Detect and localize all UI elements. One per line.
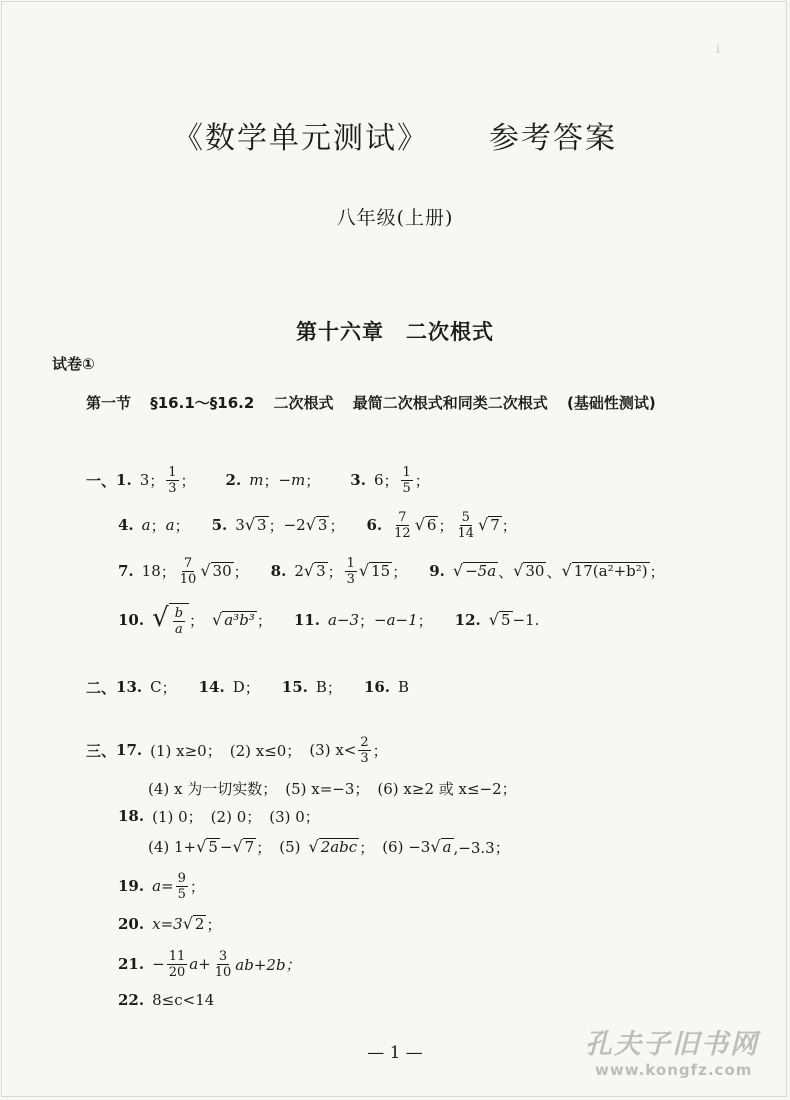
q-number: 20. [118,915,145,933]
paper-label: 试卷① [52,355,95,373]
radicand: 17(a²+b²) [573,562,648,580]
radicand: 30 [525,562,545,580]
separator: ； [150,516,166,535]
numerator: 7 [183,555,193,571]
radicand: 5 [208,838,218,856]
separator: ； [417,611,433,630]
radical-sign: √ [232,837,243,856]
fraction [401,465,413,496]
separator: ； [326,678,342,697]
radical-sign: √ [212,610,223,629]
answer-value: a [141,516,151,534]
radicand: 15 [371,562,391,580]
section-range: §16.1～§16.2 [150,394,255,412]
radical-sign: √ [478,515,489,534]
chapter-label: 第十六章 [296,319,384,344]
separator: ； [174,516,190,535]
denominator: 14 [457,525,475,541]
operator: − [219,838,233,856]
operator: − [152,955,165,973]
separator: ； [206,915,222,934]
sqrt-expression [196,838,220,856]
denominator: 5 [177,886,186,902]
fraction [455,510,476,541]
answer-value: −a−1 [374,611,418,629]
answer-line [118,980,214,1020]
section-topic1: 二次根式 [273,394,334,412]
part1-label: 一、 [86,471,117,490]
sqrt-expression [415,516,439,534]
sqrt-expression [489,611,513,629]
title-answers: 参考答案 [489,121,617,156]
denominator: 5 [402,480,411,496]
separator: ； [392,562,408,581]
separator: ； [327,562,343,581]
numerator: 5 [461,509,470,525]
numerator: 9 [177,870,186,886]
answer-line [118,505,517,545]
sqrt-expression [304,562,328,580]
q-number: 4. [118,516,134,534]
radicand-fraction [169,603,189,637]
q-number: 15. [281,678,308,696]
radicand: 3 [317,516,328,534]
answer-value: x=3 [152,915,183,933]
denominator: a [174,622,183,637]
part2-label: 二、 [86,678,117,697]
radicand: a [442,838,452,856]
watermark [585,1022,775,1092]
answer-value: 3 [139,471,150,489]
section-heading [86,392,670,413]
answer-value: ab+2b； [235,955,301,974]
q-number: 5. [211,516,228,534]
radicand: a³b³ [224,611,255,629]
q-number: 9. [429,562,445,580]
q-number: 17. [116,741,143,759]
coefficient: −2 [283,516,306,534]
separator: ； [268,516,284,535]
separator: ； [649,562,665,581]
denominator: 12 [394,525,411,541]
answer-value: (3) x< [309,741,357,759]
radical-sign: √ [244,515,256,534]
numerator: 11 [168,948,186,964]
sqrt-expression [232,838,256,856]
radicand: 30 [212,562,232,580]
separator: ； [233,562,249,581]
radicand: −5a [465,562,497,580]
denominator: 10 [214,964,232,980]
fraction [173,606,185,637]
sqrt-expression [308,838,359,856]
q-number: 18. [118,807,145,825]
radical-sign: √ [200,561,211,580]
fraction [178,556,199,587]
sqrt-expression [561,562,649,580]
answer-value: (3) 0； [269,807,320,826]
q-number: 7. [118,562,134,580]
answer-value: 8≤c<14 [152,991,215,1009]
radical-sign: √ [196,837,207,856]
answer-line [86,460,430,500]
denominator: 3 [346,571,355,587]
q-number: 13. [116,678,143,696]
radical-sign: √ [414,515,425,534]
grade-subtitle: 八年级(上册) [336,207,454,229]
radical-sign: √ [358,561,370,580]
watermark-logo: 孔夫子旧书网 [585,1029,759,1060]
radical-sign: √ [308,837,319,856]
answer-value: a+ [189,955,211,973]
answer-value: (4) 1+ [148,838,197,856]
separator: ； [305,471,321,490]
numerator: 7 [398,509,407,525]
answer-value: (6) −3 [382,838,431,856]
sqrt-expression [212,611,257,629]
coefficient: 3 [235,516,245,534]
answer-value: (6) x≥2 或 x≤−2； [377,779,517,798]
q-number: 6. [366,516,383,534]
radical-sign: √ [305,515,316,534]
separator: ； [438,516,454,535]
radicand: 2 [194,915,205,933]
separator: ； [180,471,196,490]
q-number: 3. [350,471,366,489]
sqrt-expression [245,516,269,534]
answer-value: B [398,678,410,696]
answer-line [118,600,539,640]
radicand: 2abc [320,838,358,856]
radical-sign: √ [488,610,499,629]
radical-sign: √ [152,603,169,633]
answer-value: (4) x 为一切实数； [148,779,278,798]
fraction [176,871,188,902]
answer-value: (1) 0； [152,807,203,826]
sqrt-expression [359,562,392,580]
separator: ； [189,611,205,630]
section-type: (基础性测试) [567,394,656,412]
separator: ； [149,471,165,490]
numerator: 2 [360,734,369,750]
answer-value: a−3 [327,611,359,629]
denominator: 3 [168,480,177,496]
sqrt-expression [306,516,330,534]
chapter-name: 二次根式 [406,319,494,344]
radicand: 5 [500,611,511,629]
denominator: 20 [168,964,186,980]
numerator: 1 [168,464,177,480]
q-number: 1. [116,471,132,489]
radicand: 6 [426,516,437,534]
q-number: 22. [118,991,145,1009]
answer-value: B [315,678,327,696]
radical-sign: √ [513,561,524,580]
q-number: 14. [198,678,225,696]
fraction [345,556,357,587]
radical-sign: √ [303,561,315,580]
separator: ； [161,678,177,697]
answer-tail: −1. [512,611,540,629]
ghost-mark: ⅰ [716,42,720,56]
answer-value: (5) x=−3； [285,779,370,798]
answer-value: m [249,471,264,489]
answer-line [86,730,388,770]
numerator: 1 [346,555,355,571]
sqrt-expression [200,562,233,580]
separator: ； [160,562,176,581]
radical-sign: √ [182,914,193,933]
separator: ； [359,838,375,857]
radicand: 7 [244,838,255,856]
answer-value: a [165,516,175,534]
answer-line [118,904,221,944]
answer-value: 6 [373,471,384,489]
sqrt-expression [513,562,546,580]
q-number: 8. [270,562,287,580]
answer-value: (1) x≥0； [150,741,222,760]
q-number: 11. [293,611,320,629]
sqrt-expression [453,562,498,580]
answer-line [118,944,301,984]
separator: ； [359,611,375,630]
answer-value: 18 [141,562,161,580]
section-name: 第一节 [86,394,132,412]
separator: ； [263,471,279,490]
separator: ； [189,877,205,896]
answer-value: −m [278,471,306,489]
radicand: 3 [316,562,326,580]
answer-value: (2) 0； [210,807,262,826]
answer-value: (2) x≤0； [229,741,302,760]
q-number: 10. [118,611,145,629]
page-number: — 1 — [367,1043,423,1063]
answer-line [118,551,665,591]
title-book: 《数学单元测试》 [173,121,429,156]
answer-tail: ,−3.3； [453,838,510,857]
separator: ； [372,741,388,760]
sqrt-expression [183,915,207,933]
separator: ； [414,471,430,490]
separator: ； [244,678,260,697]
part3-label: 三、 [86,741,117,760]
watermark-url: www.kongfz.com [595,1061,753,1079]
radical-sign: √ [430,837,441,856]
coefficient: 2 [294,562,304,580]
fraction [392,510,413,541]
numerator: b [174,606,184,621]
separator: 、 [546,562,562,581]
separator: ； [256,611,272,630]
radical-sign: √ [452,561,464,580]
answer-value: C [150,678,162,696]
numerator: 1 [402,464,411,480]
radicand: 3 [257,516,267,534]
answer-value: (5) [279,838,301,856]
page-title [0,113,790,157]
chapter-heading [0,316,790,346]
sqrt-expression [478,516,502,534]
radical-sign: √ [561,561,572,580]
answer-line [148,827,510,867]
sqrt-expression [430,838,453,856]
fraction [167,949,188,980]
q-number: 19. [118,877,145,895]
answer-value: a= [152,877,174,895]
fraction [213,949,234,980]
denominator: 10 [179,571,197,587]
fraction [166,465,178,496]
separator: 、 [498,562,514,581]
answer-line [86,667,409,707]
separator: ； [383,471,399,490]
q-number: 12. [454,611,481,629]
answer-value: D [232,678,245,696]
q-number: 16. [363,678,391,696]
denominator: 3 [360,750,369,766]
numerator: 3 [218,948,228,964]
separator: ； [329,516,345,535]
section-topic2: 最简二次根式和同类二次根式 [352,394,548,412]
separator: ； [501,516,517,535]
radicand: 7 [490,516,500,534]
separator: ； [256,838,272,857]
sqrt-expression [152,603,189,637]
answer-line [118,866,205,906]
q-number: 2. [225,471,242,489]
fraction [358,735,370,766]
q-number: 21. [118,955,145,973]
